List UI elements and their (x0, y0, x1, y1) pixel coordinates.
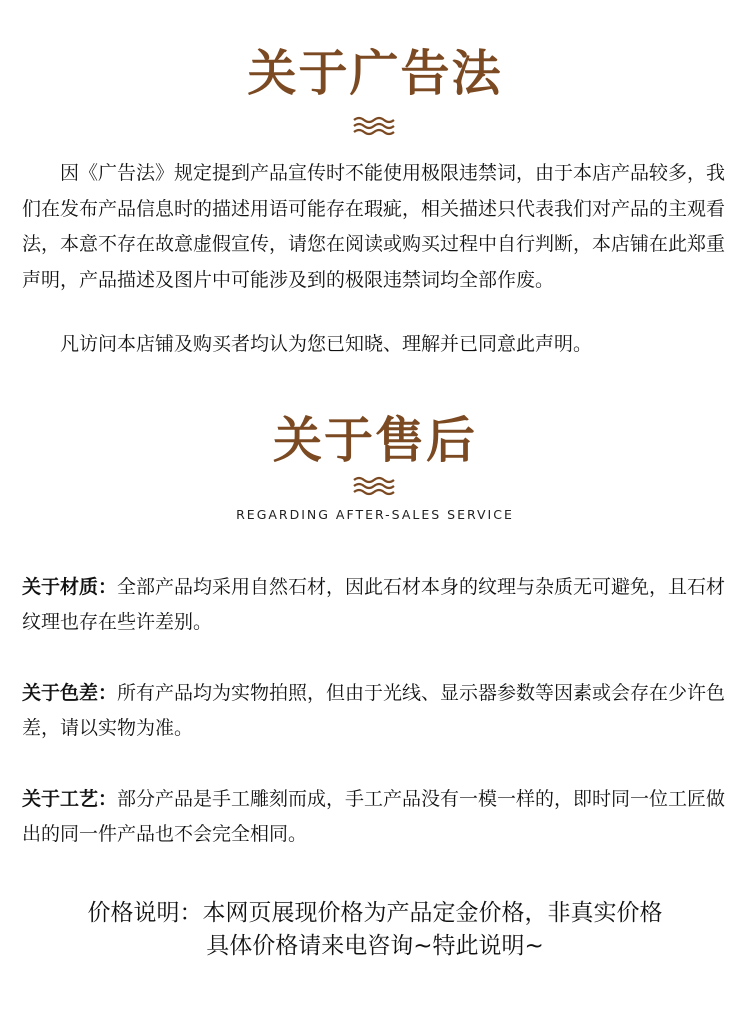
advertising-law-agreement: 凡访问本店铺及购买者均认为您已知晓、理解并已同意此声明。 (60, 333, 593, 355)
item-label: 关于工艺： (22, 788, 118, 810)
after-sales-item-craft (22, 782, 728, 852)
item-label: 关于材质： (22, 576, 118, 598)
item-text: 部分产品是手工雕刻而成，手工产品没有一模一样的，即时同一位工匠做出的同一件产品也不会完全相同。 (22, 788, 726, 845)
item-text: 所有产品均为实物拍照，但由于光线、显示器参数等因素或会存在少许色差，请以实物为准。 (22, 682, 726, 739)
item-label: 关于色差： (22, 682, 118, 704)
section-title-after-sales: 关于售后 (272, 412, 477, 469)
price-note-line-2: 具体价格请来电咨询~特此说明~ (206, 933, 544, 959)
wave-divider-icon (352, 116, 398, 136)
after-sales-item-color (22, 676, 728, 746)
section-title-advertising-law: 关于广告法 (247, 45, 503, 102)
wave-divider-icon (352, 476, 398, 496)
section-subtitle-after-sales: REGARDING AFTER-SALES SERVICE (236, 507, 514, 522)
item-text: 全部产品均采用自然石材，因此石材本身的纹理与杂质无可避免，且石材纹理也存在些许差别。 (22, 576, 726, 633)
price-note-line-1: 价格说明：本网页展现价格为产品定金价格，非真实价格 (87, 900, 663, 926)
advertising-law-statement: 因《广告法》规定提到产品宣传时不能使用极限违禁词，由于本店产品较多，我们在发布产品信息时的描述用语可能存在瑕疵，相关描述只代表我们对产品的主观看法，本意不存在故意虚假宣传，请您在阅读或购买过程中自行判断，本店铺在此郑重声明，产品描述及图片中可能涉及到的极限违禁词均全部作废。 (22, 162, 726, 291)
after-sales-item-material (22, 570, 728, 640)
